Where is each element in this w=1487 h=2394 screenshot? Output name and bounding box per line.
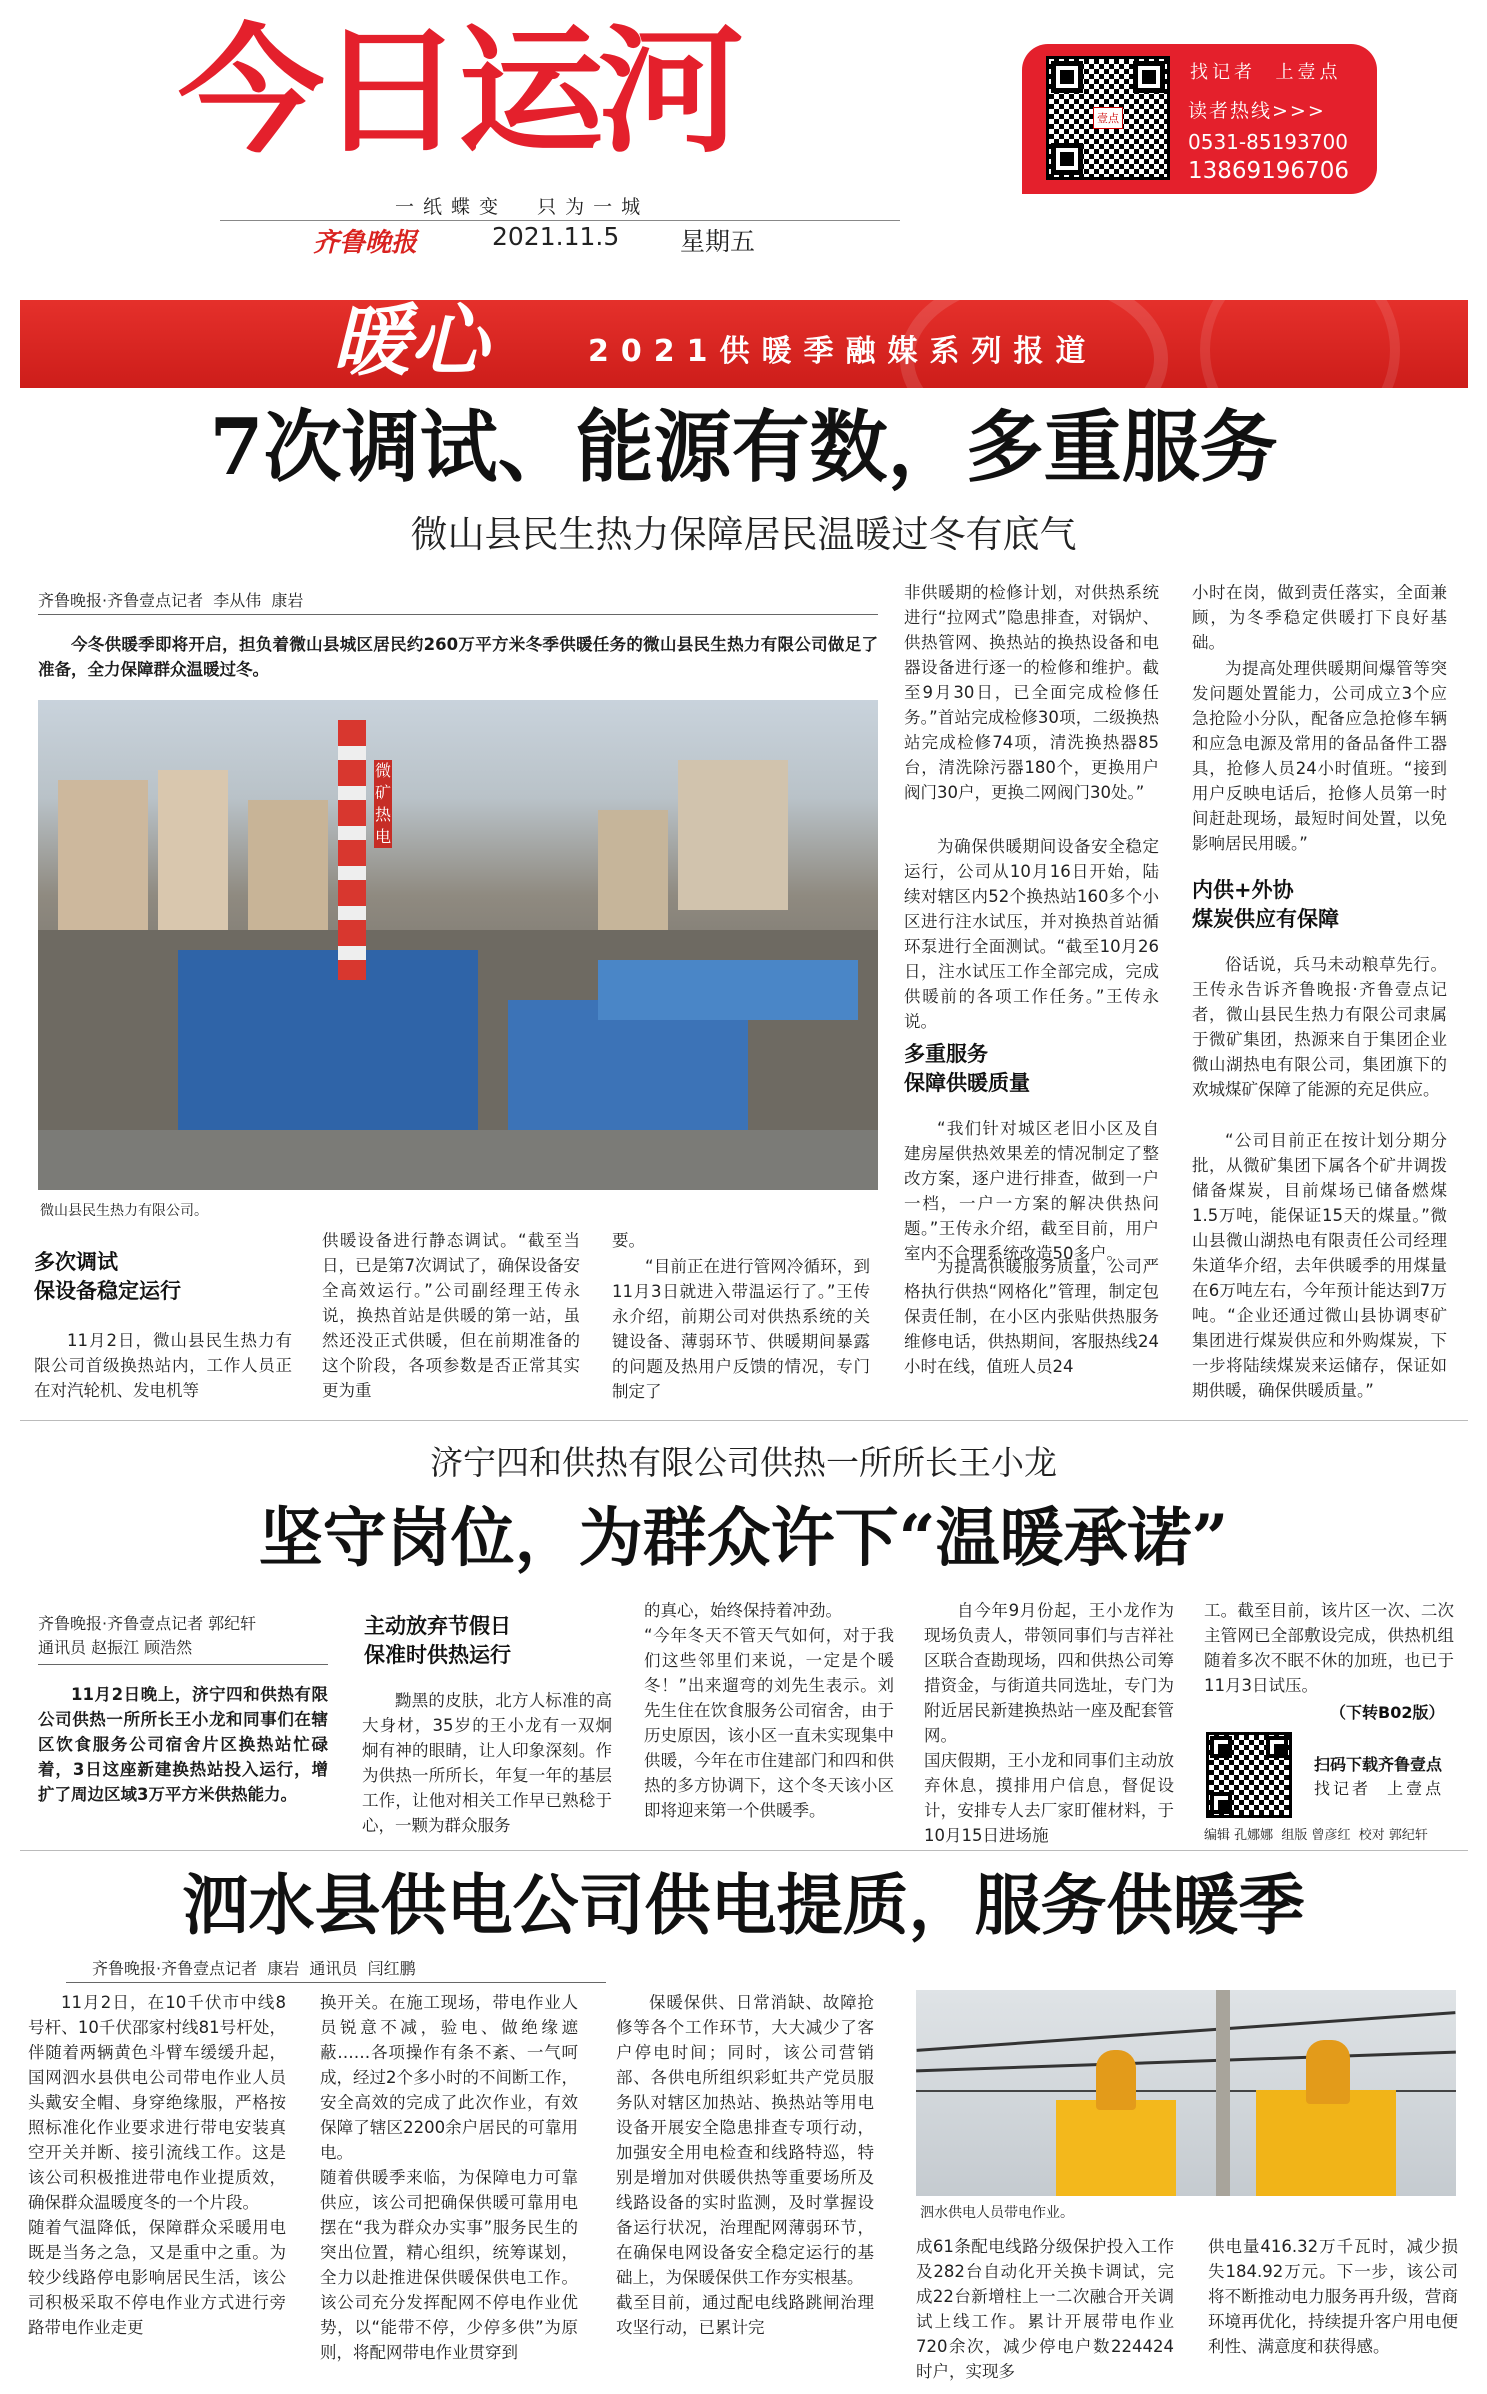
photo-pole xyxy=(1216,1990,1230,2196)
hotline-label: 读者热线>>> xyxy=(1188,100,1326,122)
article2-qr-text-2: 找记者 上壹点 xyxy=(1314,1779,1445,1798)
masthead-qr-code[interactable] xyxy=(1046,56,1170,180)
article1-byline: 齐鲁晚报·齐鲁壹点记者 李从伟 康岩 xyxy=(38,591,304,610)
photo-worker xyxy=(1096,2050,1136,2110)
article2-qr-text-1: 扫码下载齐鲁壹点 xyxy=(1314,1755,1443,1774)
photo-road xyxy=(38,1130,878,1190)
article1-subtitle: 微山县民生热力保障居民温暖过冬有底气 xyxy=(410,513,1077,556)
article2-col-3: 的真心，始终保持着冲劲。 “今年冬天不管天气如何，对于我们这些邻里们来说，一定是个暖冬！”出来遛弯的刘先生表示。刘先生住在饮食服务公司宿舍，由于历史原因，该小区一直未实现集中供暖，今年在市住建部门和四和供热的多方协调下，这个冬天该小区即将迎来第一个供暖季。 xyxy=(644,1601,894,1820)
photo-plant-blue xyxy=(178,950,478,1130)
article3-col-1: 11月2日，在10千伏市中线8号杆、10千伏邵家村线81号杆处，伴随着两辆黄色斗臂车缓缓升起，国网泗水县供电公司带电作业人员头戴安全帽、身穿绝缘服，严格按照标准化作业要求进行带电安装真空开关并断、接引流线工作。这是该公司积极推进带电作业提质效，确保群众温暖度冬的一个片段。 随着气温降低，保障群众采暖用电既是当务之急，又是重中之重。为较少线路停电影响居民生活，该公司积极采取不停电作业方式进行旁路带电作业走更 xyxy=(28,1993,286,2337)
paper-name: 齐鲁晚报 xyxy=(313,228,418,258)
article2-col-4: 自今年9月份起，王小龙作为现场负责人，带领同事们与吉祥社区联合查勘现场，四和供热公司筹措资金，与街道共同选址，专门为附近居民新建换热站一座及配套管网。 国庆假期，王小龙和同事们主动放弃休息，摸排用户信息，督促设计，安排专人去厂家盯催材料，于10月15日进场施 xyxy=(924,1601,1174,1845)
article3-byline: 齐鲁晚报·齐鲁壹点记者 康岩 通讯员 闫红鹏 xyxy=(92,1959,416,1978)
photo-plant-blue xyxy=(508,1000,748,1150)
article2-col-2: 黝黑的皮肤，北方人标准的高大身材，35岁的王小龙有一双炯炯有神的眼睛，让人印象深刻。作为供热一所所长，年复一年的基层工作，让他对相关工作早已熟稔于心，一颗为群众服务 xyxy=(362,1691,612,1835)
hotline-phone-2: 13869196706 xyxy=(1188,158,1349,184)
article1-col-5c: 俗话说，兵马未动粮草先行。王传永告诉齐鲁晚报·齐鲁壹点记者，微山县民生热力有限公司隶属于微矿集团，热源来自于集团企业微山湖热电有限公司，集团旗下的欢城煤矿保障了能源的充足供应。 xyxy=(1192,955,1447,1099)
photo-building xyxy=(58,780,148,940)
article1-col-3a: 要。 xyxy=(612,1231,645,1250)
article1-lead: 今冬供暖季即将开启，担负着微山县城区居民约260万平方米冬季供暖任务的微山县民生热力有限公司做足了准备，全力保障群众温暖过冬。 xyxy=(38,635,878,679)
banner-series-text: 2021供暖季融媒系列报道 xyxy=(588,334,1098,369)
article3-title: 泗水县供电公司供电提质，服务供暖季 xyxy=(182,1866,1305,1944)
photo-power-line xyxy=(917,2011,1456,2052)
masthead-logo: 今日运河 xyxy=(178,11,738,172)
article1-col-1: 11月2日，微山县民生热力有限公司首级换热站内，工作人员正在对汽轮机、发电机等 xyxy=(34,1331,292,1400)
photo-chimney xyxy=(338,720,366,980)
article2-title: 坚守岗位，为群众许下“温暖承诺” xyxy=(258,1501,1229,1576)
article3-photo-caption: 泗水供电人员带电作业。 xyxy=(920,2205,1074,2221)
article2-qr-code[interactable] xyxy=(1206,1732,1292,1818)
article1-col-5d: “公司目前正在按计划分期分批，从微矿集团下属各个矿井调拨储备煤炭，目前煤场已储备燃煤1.5万吨，能保证15天的煤量。”微山县微山湖热电有限责任公司经理朱道华介绍，去年供暖季的用煤量在6万吨左右，今年预计能达到7万吨。“企业还通过微山县协调枣矿集团进行煤炭供应和外购煤炭，下一步将陆续煤炭来运储存，保证如期供暖，确保供暖质量。” xyxy=(1192,1131,1447,1400)
article1-title: 7次调试、能源有数，多重服务 xyxy=(209,402,1278,493)
issue-weekday: 星期五 xyxy=(680,227,756,256)
photo-plant-warehouse xyxy=(598,960,858,1020)
article2-kicker: 济宁四和供热有限公司供热一所所长王小龙 xyxy=(430,1443,1057,1482)
masthead-slogan: 一纸蝶变 只为一城 xyxy=(395,196,650,218)
photo-building xyxy=(598,810,668,930)
contact-label: 找记者 上壹点 xyxy=(1190,62,1342,83)
banner-big-text: 暖心 xyxy=(332,296,489,387)
article1-subhead-1: 多次调试 保设备稳定运行 xyxy=(34,1250,181,1303)
photo-building xyxy=(158,770,228,940)
photo-building xyxy=(248,800,328,940)
issue-date: 2021.11.5 xyxy=(492,222,620,251)
photo-bucket-left xyxy=(1056,2100,1176,2196)
article1-col-3b: “目前正在进行管网冷循环，到11月3日就进入带温运行了。”王传永介绍，前期公司对供热系统的关键设备、薄弱环节、供暖期间暴露的问题及热用户反馈的情况，专门制定了 xyxy=(612,1257,870,1401)
article1-col-4a: 非供暖期的检修计划，对供热系统进行“拉网式”隐患排查，对锅炉、供热管网、换热站的换热设备和电器设备进行逐一的检修和维护。截至9月30日，已全面完成检修任务。”首站完成检修30项，二级换热站完成检修74项，清洗换热器85台，清洗除污器180个，更换用户阀门30户，更换二网阀门30处。” xyxy=(904,583,1159,802)
article1-col-4c: “我们针对城区老旧小区及自建房屋供热效果差的情况制定了整改方案，逐户进行排查，做到一户一档，一户一方案的解决供热问题。”王传永介绍，截至目前，用户室内不合理系统改造50多户。 xyxy=(904,1119,1159,1263)
photo-worker xyxy=(1306,2040,1350,2104)
article1-col-2: 供暖设备进行静态调试。“截至当日，已是第7次调试了，确保设备安全高效运行。”公司副经理王传永说，换热首站是供暖的第一站，虽然还没正式供暖，但在前期准备的这个阶段，各项参数是否正常其实更为重 xyxy=(322,1231,580,1400)
article1-col-5a: 小时在岗，做到责任落实，全面兼顾，为冬季稳定供暖打下良好基础。 xyxy=(1192,583,1447,652)
article2-col-5: 工。截至目前，该片区一次、二次主管网已全部敷设完成，供热机组随着多次不眠不休的加班，也已于11月3日试压。 xyxy=(1204,1601,1454,1695)
article2-subhead-1: 主动放弃节假日 保准时供热运行 xyxy=(364,1614,511,1667)
editor-credits: 编辑 孔娜娜 组版 曾彦红 校对 郭纪轩 xyxy=(1204,1828,1428,1843)
hotline-phone-1: 0531-85193700 xyxy=(1188,130,1348,154)
article1-col-4b: 为确保供暖期间设备安全稳定运行，公司从10月16日开始，陆续对辖区内52个换热站160多个小区进行注水试压，并对换热首站循环泵进行全面测试。“截至10月26日，注水试压工作全部完成，完成供暖前的各项工作任务。”王传永说。 xyxy=(904,837,1159,1031)
article3-col-3: 保暖保供、日常消缺、故障抢修等各个工作环节，大大减少了客户停电时间；同时，该公司营销部、各供电所组织彩虹共产党员服务队对辖区加热站、换热站等用电设备开展安全隐患排查专项行动，加强安全用电检查和线路特巡，特别是增加对供暖供热等重要场所及线路设备的实时监测，及时掌握设备运行状况，治理配网薄弱环节，在确保电网设备安全稳定运行的基础上，为保暖保供工作夯实根基。 截至目前，通过配电线路跳闸治理攻坚行动，已累计完 xyxy=(616,1993,874,2337)
article1-subhead-3: 内供+外协 煤炭供应有保障 xyxy=(1192,878,1339,931)
article3-photo xyxy=(916,1990,1456,2196)
article2-byline: 齐鲁晚报·齐鲁壹点记者 郭纪轩 通讯员 赵振江 顾浩然 xyxy=(38,1614,257,1657)
article2-turn-notice: （下转B02版） xyxy=(1330,1703,1445,1722)
article3-col-5: 供电量416.32万千瓦时，减少损失184.92万元。下一步，该公司将不断推动电力服务再升级，营商环境再优化，持续提升客户用电便利性、满意度和获得感。 xyxy=(1208,2237,1458,2356)
masthead xyxy=(0,0,1487,290)
photo-power-line xyxy=(916,2051,1456,2073)
article2-lead: 11月2日晚上，济宁四和供热有限公司供热一所所长王小龙和同事们在辖区饮食服务公司宿舍片区换热站忙碌着，3日这座新建换热站投入运行，增扩了周边区域3万平方米供热能力。 xyxy=(38,1685,328,1804)
article1-col-5b: 为提高处理供暖期间爆管等突发问题处置能力，公司成立3个应急抢险小分队，配备应急抢修车辆和应急电源及常用的备品备件工器具，抢修人员24小时值班。“接到用户反映电话后，抢修人员第一时间赶赴现场，最短时间处置，以免影响居民用暖。” xyxy=(1192,659,1447,853)
article1-col-4d: 为提高供暖服务质量，公司严格执行供热“网格化”管理，制定包保责任制，在小区内张贴供热服务维修电话，供热期间，客服热线24小时在线，值班人员24 xyxy=(904,1257,1159,1376)
series-banner xyxy=(20,296,1468,388)
article3-col-2: 换开关。在施工现场，带电作业人员锐意不减，验电、做绝缘遮蔽……各项操作有条不紊、一气呵成，经过2个多小时的不间断工作，安全高效的完成了此次作业，有效保障了辖区2200余户居民的可靠用电。 随着供暖季来临，为保障电力可靠供应，该公司把确保供暖可靠用电摆在“我为群众办实事”服务民生的突出位置，精心组织，统筹谋划，全力以赴推进保供暖保供电工作。该公司充分发挥配网不停电作业优势，以“能带不停，少停多供”为原则，将配网带电作业贯穿到 xyxy=(320,1993,578,2362)
article1-subhead-2: 多重服务 保障供暖质量 xyxy=(904,1042,1030,1095)
photo-bucket-right xyxy=(1256,2090,1396,2196)
article1-photo-caption: 微山县民生热力有限公司。 xyxy=(40,1203,208,1219)
article1-photo xyxy=(38,700,878,1190)
article3-col-4: 成61条配电线路分级保护投入工作及282台自动化开关换卡调试，完成22台新增柱上一二次融合开关调试上线工作。累计开展带电作业720余次，减少停电户数224424时户，实现多 xyxy=(916,2237,1174,2381)
photo-chimney-text: 微矿热电 xyxy=(374,761,391,846)
qr-badge: 壹点 xyxy=(1093,107,1123,129)
photo-building xyxy=(678,760,788,910)
